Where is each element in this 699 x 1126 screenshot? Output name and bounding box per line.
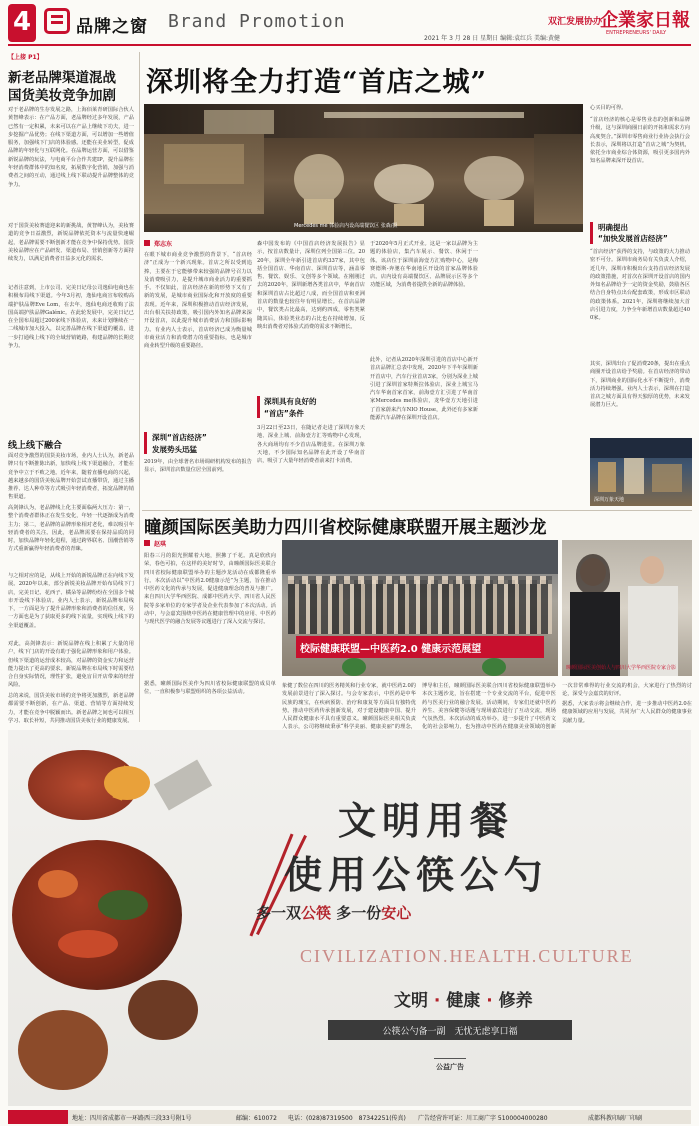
main-col3: 于2020年5月正式开业。这是一家以品牌为主题的体验店，集汽车展示、餐饮、休闲于一体。该店位于深圳前海壹方汇购物中心，是梅赛德斯-奔驰在华南地区开设的首家品牌体验店。店内设有高端餐饮区、品牌展示区等多个功能区域，为消费者提供全新的品牌体验。 xyxy=(370,241,478,289)
psa-english: CIVILIZATION.HEALTH.CULTURE xyxy=(300,946,634,966)
section-divider xyxy=(142,510,692,511)
footer-phone: 电话：(028)87319500 87342251(传真) xyxy=(288,1115,406,1122)
left-para-5: 高剑锋认为，老品牌线上化主要面临两大压力：第一，整个消费者群体正在发生变化，年轻一代逐渐成为消费主力；第二，老品牌的品牌形象相对老化，难以吸引年轻消费者的关注。因此，老品牌需要在保持品质的同时，加快品牌年轻化进程，通过跨界联名、国潮营销等方式重新赢得年轻消费者的青睐。 xyxy=(8,505,134,553)
left-para-8: 总的来说，国货美妆市场的竞争将更加激烈，新老品牌都需要不断创新，在产品、渠道、营销等方面持续发力，才能在竞争中脱颖而出。新老品牌之间也可以相互学习、取长补短，共同推动国货美妆行业的健康发展。 xyxy=(8,693,134,724)
paper-name: 企業家日報 xyxy=(600,10,690,31)
motto-dot-2: · xyxy=(486,991,493,1011)
left-para-1: 对于老品牌的生存发展之路，上海佰莱青研国际合伙人黄智峰表示：在产品方面，老品牌经过多年发展，产品已然有一定积累，未来可以在产品上继续下功夫，进一步挖掘产品优势；在线下渠道方面，可以增加一些增值服务，加强线下门店的体验感。还能在美业转型，促成品牌的年轻化与互联网化。在品牌运营方面，可以借鉴新锐品牌的玩法，与电商平台合作共建IP，提升品牌在年轻消费群体中的知名度，拓展数字化营销，加强与消费者之间的互动，通过线上线下联动提升品牌整体的竞争力。 xyxy=(8,107,134,188)
sub1-line1: 深圳“首店经济” xyxy=(152,433,207,442)
motto-3: 修养 xyxy=(498,991,533,1011)
co-host: 双汇发展协办 xyxy=(548,17,603,27)
byline-marker xyxy=(144,240,150,246)
main-article-title: 深圳将全力打造“首店之城” xyxy=(146,67,488,98)
sub3-line2: “加快发展首店经济” xyxy=(598,234,668,243)
left-article-title-2: 国货美妆竞争加剧 xyxy=(8,88,116,104)
psa-label: 公益广告 xyxy=(436,1063,464,1071)
footer xyxy=(8,1110,691,1124)
left-para-6: 与之相对应的是，从线上开始的新锐品牌正在向线下发展。2020年以来，部分新锐美妆品牌开始布局线下门店，完美日记、花西子、橘朵等品牌纷纷在全国多个城市开设线下体验店。业内人士表示，新锐品牌布局线下，一方面是为了提升品牌形象和消费者的信任度，另一方面也是为了获取更多的线下流量，实现线上线下的全渠道覆盖。 xyxy=(8,573,134,629)
left-para-7: 对此，高剑锋表示：新锐品牌在线上积累了大量的用户，线下门店的开设有助于强化品牌形象和用户体验。但线下渠道的运营成本较高，对品牌的资金实力和运营能力提出了更高的要求。新锐品牌在布局线下时需要结合自身实际情况，理性扩张，避免盲目开店带来的经营风险。 xyxy=(8,641,134,689)
psa-headline-1: 文明用餐 xyxy=(338,799,515,843)
main-col2: 森中国发布的《中国首店经济发展报告》显示，按首店数量计，深圳位列全国第三位。2020年，深圳全年新引进首店约337家，其中包括全国首店、华南首店、深圳首店等，涵盖零售、餐饮、娱乐、文创等多个领域。在刚刚过去的2020年，深圳新增各类首店中，华南首店和深圳首店占比超过八成，而全国首店和亚洲首店的数量也较往年有明显增长。在首店品牌中，餐饮类占比最高，达到约四成，零售类紧随其后，体验类业态的占比也在持续增加，反映出消费者对体验式消费的需求不断增长。 xyxy=(257,241,365,330)
footer-postcode: 邮编：610072 xyxy=(236,1115,277,1122)
main-col3b: 此外，记者从2020年深圳引进的首店中心新开首店品牌汇总表中发现，2020年下半年深圳新开首店中，汽车行业首店3家，分别为深业上城引进了深圳首家特斯拉体验店，深业上城宝马汽车华南首家首家，前海壹方汇引进了华南首家Mercedes me体验店，龙华壹方天地引进了首家蔚来汽车NIO House，此外还有多家新能源汽车品牌在深圳开设首店。 xyxy=(370,357,478,422)
sub3-marker xyxy=(590,222,593,244)
paper-name-en: ENTREPRENEURS' DAILY xyxy=(606,30,667,36)
psa-motto xyxy=(394,986,533,1011)
section-logo-icon xyxy=(44,8,70,34)
sub2-line2: “首店”条件 xyxy=(264,409,304,418)
masthead xyxy=(0,0,699,46)
portrait-photo xyxy=(562,540,692,676)
portrait-caption: 曈颜国际医美创始人与四川大学华西医院专家合影 xyxy=(566,665,677,671)
main-photo-caption: Mercedes me 体验店内设高端餐饮区 张森/摄 xyxy=(294,223,398,229)
left-subtitle: 线上线下融合 xyxy=(8,441,63,451)
slogan-red-2: 安心 xyxy=(381,904,412,922)
continued-tag: 【上接 P1】 xyxy=(8,54,43,61)
slogan-part-2: 多一份 xyxy=(331,904,382,922)
sub3-line1: 明确提出 xyxy=(598,223,628,232)
second-col4b: 据悉，大家表示将会继续合作，进一步推动中医药2.0在健康领域的应用与发展，共同为广大人民群众的健康事业贡献力量。 xyxy=(562,701,692,724)
second-col1: 阳春三月的阳光照耀着大地，照拂了千花。真是欣欣向荣，春色可拍，在这样的美好时节，由曈颜国际医美联合四川省校际健康联盟举办的主题沙龙活动在成都隆重举行。本次活动以“中医药2.0健康示范”为主题，旨在推动中医药文化的传承与发展，促进健康理念的普及与推广。来自四川大学华西医院、成都中医药大学、四川省人民医院等多家单位的专家学者及企业代表参加了本次活动。活动中，与会嘉宾围绕中医药在健康管理中的应用、中医药与现代医学的融合发展等议题进行了深入交流与探讨。 xyxy=(144,553,276,626)
psa-headline-2: 使用公筷公勺 xyxy=(284,853,549,897)
side-photo xyxy=(590,438,692,506)
section-title-en: Brand Promotion xyxy=(168,11,346,32)
footer-license: 广告经营许可证：川工商广字 5100004000280 xyxy=(418,1115,548,1122)
group-photo xyxy=(282,540,558,676)
motto-1: 文明 xyxy=(394,991,428,1011)
sub1-marker xyxy=(144,432,147,454)
main-col1b: 2019年，由全球著名市场调研机构发布的报告显示，深圳首店数量位居全国前列。 xyxy=(144,459,252,474)
date-line: 2021 年 3 月 28 日 星期日 编辑:袁红兵 美编:黄健 xyxy=(424,35,561,42)
main-col4-top: 心买目的可得。 xyxy=(590,105,627,111)
main-col4c: 其实，深圳出台了促消费20条，提出在重点商圈开设首店给予奖励。在首店经济的带动下，深圳商业的国际化水平不断提升，消费活力持续增强。业内人士表示，深圳在打造首店之城方面具有得天独厚的优势，未来发展潜力巨大。 xyxy=(590,361,690,409)
psa-slogan xyxy=(256,902,411,923)
second-byline: 赵琪 xyxy=(154,541,167,548)
second-col1b: 据悉，曈颜国际医美作为四川省校际健康联盟的成员单位，一直积极参与联盟组织的各项公益活动。 xyxy=(144,681,276,696)
main-photo xyxy=(144,104,583,232)
masthead-rule xyxy=(8,44,691,46)
footer-address: 地址：四川省成都市一环路西三段33号附1号 xyxy=(72,1115,192,1122)
page-number: 4 xyxy=(12,7,32,37)
side-photo-caption: 深圳万象天地 xyxy=(594,497,625,503)
group-photo-banner: 校际健康联盟—中医药2.0 健康示范展望 xyxy=(300,644,482,655)
sub2-line1: 深圳具有良好的 xyxy=(264,397,317,406)
left-article-title-1: 新老品牌渠道混战 xyxy=(8,70,116,86)
main-col4: “首店经济的核心是零售业态的创新和品牌升级，这与深圳商圈日前的开拓和需求方向高度契合。”深圳市零售商业行业协会执行会长表示，深圳将以打造“首店之城”为契机，依托全市商业综合体资源，吸引更多国内外知名品牌来深开设首店。 xyxy=(590,117,690,165)
footer-printer: 成都科教印刷厂印刷 xyxy=(588,1115,643,1122)
second-article-title: 曈颜国际医美助力四川省校际健康联盟开展主题沙龙 xyxy=(144,518,547,538)
left-article-cont xyxy=(8,504,136,724)
sub1-line2: 发展势头迅猛 xyxy=(152,445,197,454)
left-para-3: 记者注意到，上市公司、完美日记母公司逸仙电商也在积极布局线下渠道。今年3月初，逸仙电商宣布收购高端护肤品牌Eve Lom，在去年，逸仙电商还收购了法国高端护肤品牌Galénic。在此轮发展中，完美日记已在全国布局超过200家线下体验店，未来计划继续在一二线城市加大投入，以完善品牌在线下渠道的覆盖，进一步打通线上线下的全域营销链路，构建品牌的长期竞争力。 xyxy=(8,285,134,350)
motto-2: 健康 xyxy=(446,991,481,1011)
footer-badge xyxy=(8,1110,68,1124)
second-col2: 象健了数位在四川的医务精英和行业专家，就中医药2.0的发展前景进行了深入探讨。与会专家表示，中医药是中华民族的瑰宝，在疾病预防、治疗和康复等方面具有独特优势。推动中医药传承创新发展，对于建设健康中国、提升人民群众健康水平具有重要意义。曈颜国际医美相关负责人表示，公司将继续秉承“科学美丽、健康美丽”的理念， xyxy=(282,683,416,731)
slogan-red-1: 公筷 xyxy=(301,904,332,922)
main-col4b: “首店经济”获得的支持，与政策的大力推动密不可分。深圳市商务局有关负责人介绍，近几年，深圳市积极出台支持首店经济发展的政策措施，对首次在深圳开设首店的国内外知名品牌给予一定的资金奖励，鼓励各区结合自身特点出台配套政策，形成市区联动的政策体系。2021年，深圳将继续加大首店引进力度，力争全年新增首店数量超过400家。 xyxy=(590,249,690,322)
psa-label-rule xyxy=(434,1058,466,1059)
main-byline: 郑志东 xyxy=(154,241,173,248)
second-byline-marker xyxy=(144,540,150,546)
psa-sub-slogan: 公筷公勺备一副 无忧无虑享口福 xyxy=(382,1027,518,1037)
main-col2b: 3月22日至23日，在随记者走进了深圳万象天地、深业上城、前海壹方汇等购物中心发现，各大商场均有不少首店品牌进驻。在深圳万象天地，不少国际知名品牌在此开设了华南首店，吸引了大量年轻消费者前来打卡消费。 xyxy=(257,425,365,465)
left-article xyxy=(8,52,136,502)
motto-dot-1: · xyxy=(433,991,441,1011)
sub2-marker xyxy=(257,396,260,418)
psa-ad xyxy=(8,730,691,1106)
food-illustration xyxy=(8,730,218,1106)
second-col4: 一次非常难得的行业交流的机会，大家进行了热烈的讨论，深受与会嘉宾的好评。 xyxy=(562,683,692,698)
left-para-4: 面对竞争激烈的国货美妆市场，业内人士认为，新老品牌只有不断推陈出新，加快线上线下渠道融合，才能在竞争中立于不败之地。近年来，随着直播电商的兴起，越来越多的国货美妆品牌开始尝试直播带货，通过主播推荐、达人种草等方式吸引年轻消费者，拓宽品牌的销售渠道。 xyxy=(8,453,134,501)
slogan-part-1: 多一双 xyxy=(256,904,302,922)
second-col3: 博导和主任，曈颜国际医美联合四川省校际健康联盟举办本次主题沙龙，旨在搭建一个专业交流的平台，促进中医药与医美行业的融合发展。活动期间，专家们还就中医药养生、美容保健等话题与现场嘉宾进行了互动交流，现场气氛热烈。本次活动的成功举办，进一步提升了中医药文化的社会影响力，也为推动中医药在健康美业领域的创新 xyxy=(422,683,556,731)
column-divider xyxy=(139,52,140,722)
left-para-2: 对于国货美妆赛道迎来的新挑战，黄智峰认为，美妆赛道的竞争日益激烈，新锐品牌依托资本与流量快速崛起，老品牌需要不断创新才能在竞争中保持优势。国货美妆品牌应在产品研发、渠道布局、营销创新等方面持续发力，以满足消费者日益多元化的需求。 xyxy=(8,223,134,263)
section-title-cn: 品牌之窗 xyxy=(76,17,148,37)
main-col1: 在眼下城市商业竞争激烈的背景下，“首店经济”正成为一个新兴现象。首店之所以受到追捧，主要在于它能够带来较强的品牌号召力以及消费吸引力，是提升城市商业活力的重要抓手。不仅如此，首店经济在新的形势下又有了新的发展，是城市商业国际化和开放度的重要表现。近年来，深圳积极推动首店经济发展，出台相关扶持政策，吸引国内外知名品牌来深开设首店，以此提升城市消费活力和国际影响力。有业内人士表示，首店经济已成为衡量城市商业活力和消费潜力的重要指标，也是城市商业转型升级的重要路径。 xyxy=(144,252,252,350)
